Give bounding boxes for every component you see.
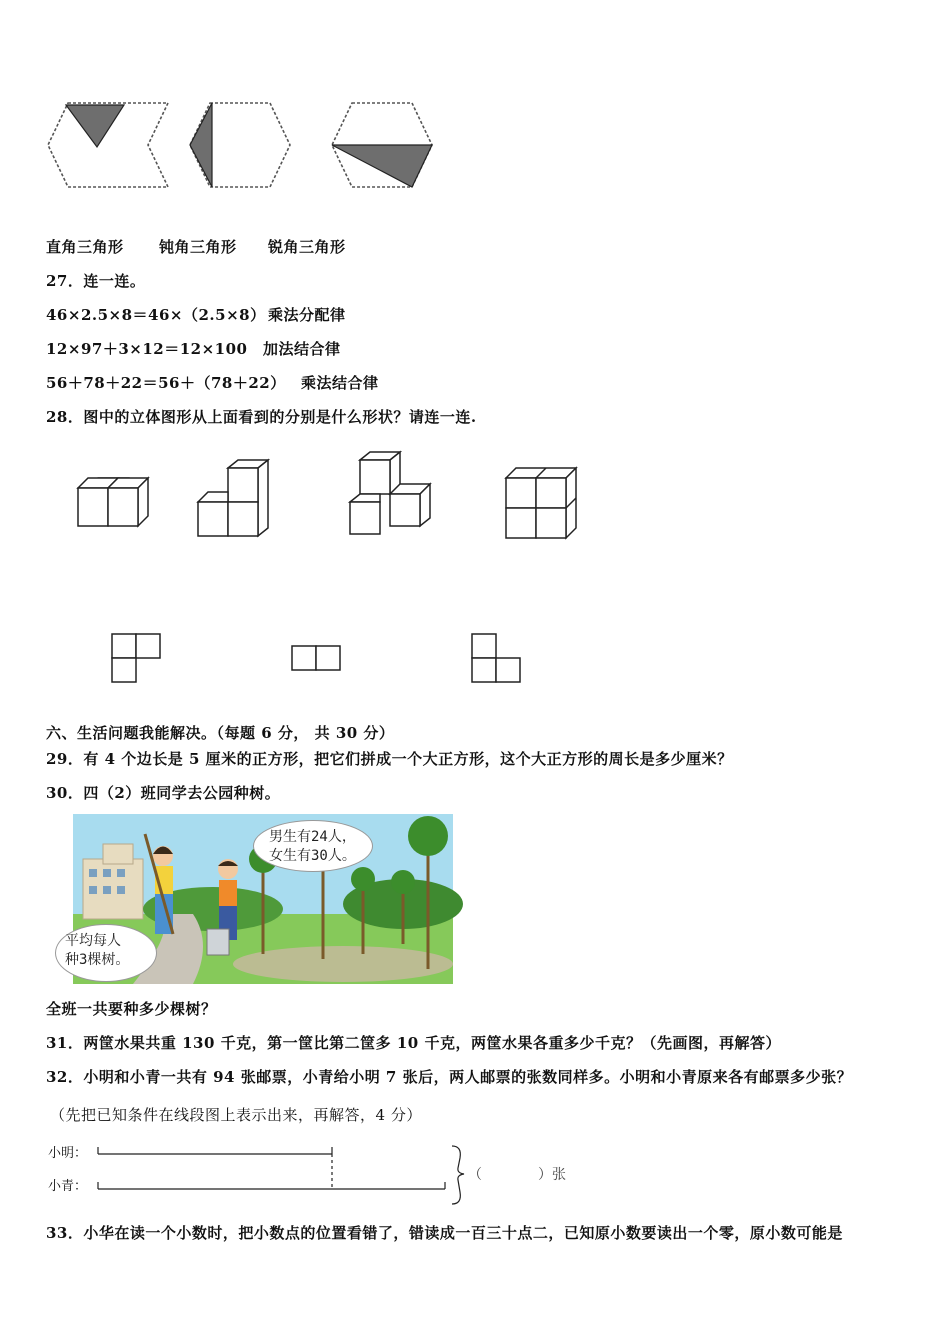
triangle-label-obtuse: 钝角三角形 bbox=[159, 238, 237, 256]
hexagon-figures bbox=[40, 95, 440, 195]
bubble-top-line-2: 女生有30人。 bbox=[269, 848, 356, 864]
top-view-1 bbox=[112, 634, 160, 682]
question-30-title: 30．四（2）班同学去公园种树。 bbox=[46, 784, 281, 802]
bubble-left-line-1: 平均每人 bbox=[65, 933, 121, 949]
question-28-title: 28．图中的立体图形从上面看到的分别是什么形状？请连一连. bbox=[46, 408, 477, 426]
solid-2 bbox=[198, 460, 268, 536]
question-27-title: 27．连一连。 bbox=[46, 272, 146, 290]
hexagon-acute-triangle bbox=[332, 103, 432, 187]
solid-3 bbox=[350, 452, 430, 534]
bubble-top-line-1: 男生有24人， bbox=[269, 829, 356, 845]
answer-paren-left: （ bbox=[468, 1167, 482, 1183]
hexagon-obtuse-triangle bbox=[190, 103, 290, 187]
line-segment-diagram bbox=[90, 1140, 490, 1210]
total-brace bbox=[452, 1146, 464, 1204]
top-view-shapes bbox=[100, 625, 540, 695]
segment-label-qing: 小青： bbox=[48, 1179, 88, 1194]
q27-left-item-1: 46×2.5×8＝46×（2.5×8） bbox=[46, 306, 266, 324]
q27-left-item-2: 12×97＋3×12＝12×100 bbox=[46, 340, 248, 358]
hexagon-right-triangle bbox=[48, 103, 168, 187]
q27-right-item-1: 乘法分配律 bbox=[268, 306, 346, 324]
question-33: 33．小华在读一个小数时，把小数点的位置看错了，错读成一百三十点二，已知原小数要读出一个零，原小数可能是 bbox=[46, 1224, 843, 1242]
question-32-hint: （先把已知条件在线段图上表示出来，再解答，4 分） bbox=[50, 1106, 422, 1124]
answer-paren-right: ）张 bbox=[538, 1167, 566, 1183]
triangle-label-right: 直角三角形 bbox=[46, 238, 124, 256]
solid-4 bbox=[506, 468, 576, 538]
bubble-left-line-2: 种3棵树。 bbox=[65, 952, 130, 968]
q27-right-item-3: 乘法结合律 bbox=[301, 374, 379, 392]
question-29: 29．有 4 个边长是 5 厘米的正方形，把它们拼成一个大正方形，这个大正方形的周长是多少厘米？ bbox=[46, 750, 733, 768]
question-31: 31．两筐水果共重 130 千克，第一筐比第二筐多 10 千克，两筐水果各重多少千克？（先画图，再解答） bbox=[46, 1034, 781, 1052]
segment-ming bbox=[98, 1147, 332, 1154]
segment-qing bbox=[98, 1182, 445, 1189]
cube-solids bbox=[70, 448, 590, 548]
solid-1 bbox=[78, 478, 148, 526]
tree-planting-illustration bbox=[65, 814, 453, 984]
top-view-2 bbox=[292, 646, 340, 670]
segment-label-ming: 小明： bbox=[48, 1146, 88, 1161]
top-view-3 bbox=[472, 634, 520, 682]
q27-right-item-2: 加法结合律 bbox=[263, 340, 341, 358]
question-30-ask: 全班一共要种多少棵树？ bbox=[46, 1000, 217, 1018]
question-32: 32．小明和小青一共有 94 张邮票，小青给小明 7 张后，两人邮票的张数同样多。小明和小青原来各有邮票多少张？ bbox=[46, 1068, 853, 1086]
q27-left-item-3: 56＋78＋22＝56＋（78＋22） bbox=[46, 374, 286, 392]
triangle-label-acute: 锐角三角形 bbox=[268, 238, 346, 256]
section-6-title: 六、生活问题我能解决。（每题 6 分， 共 30 分） bbox=[46, 724, 395, 742]
